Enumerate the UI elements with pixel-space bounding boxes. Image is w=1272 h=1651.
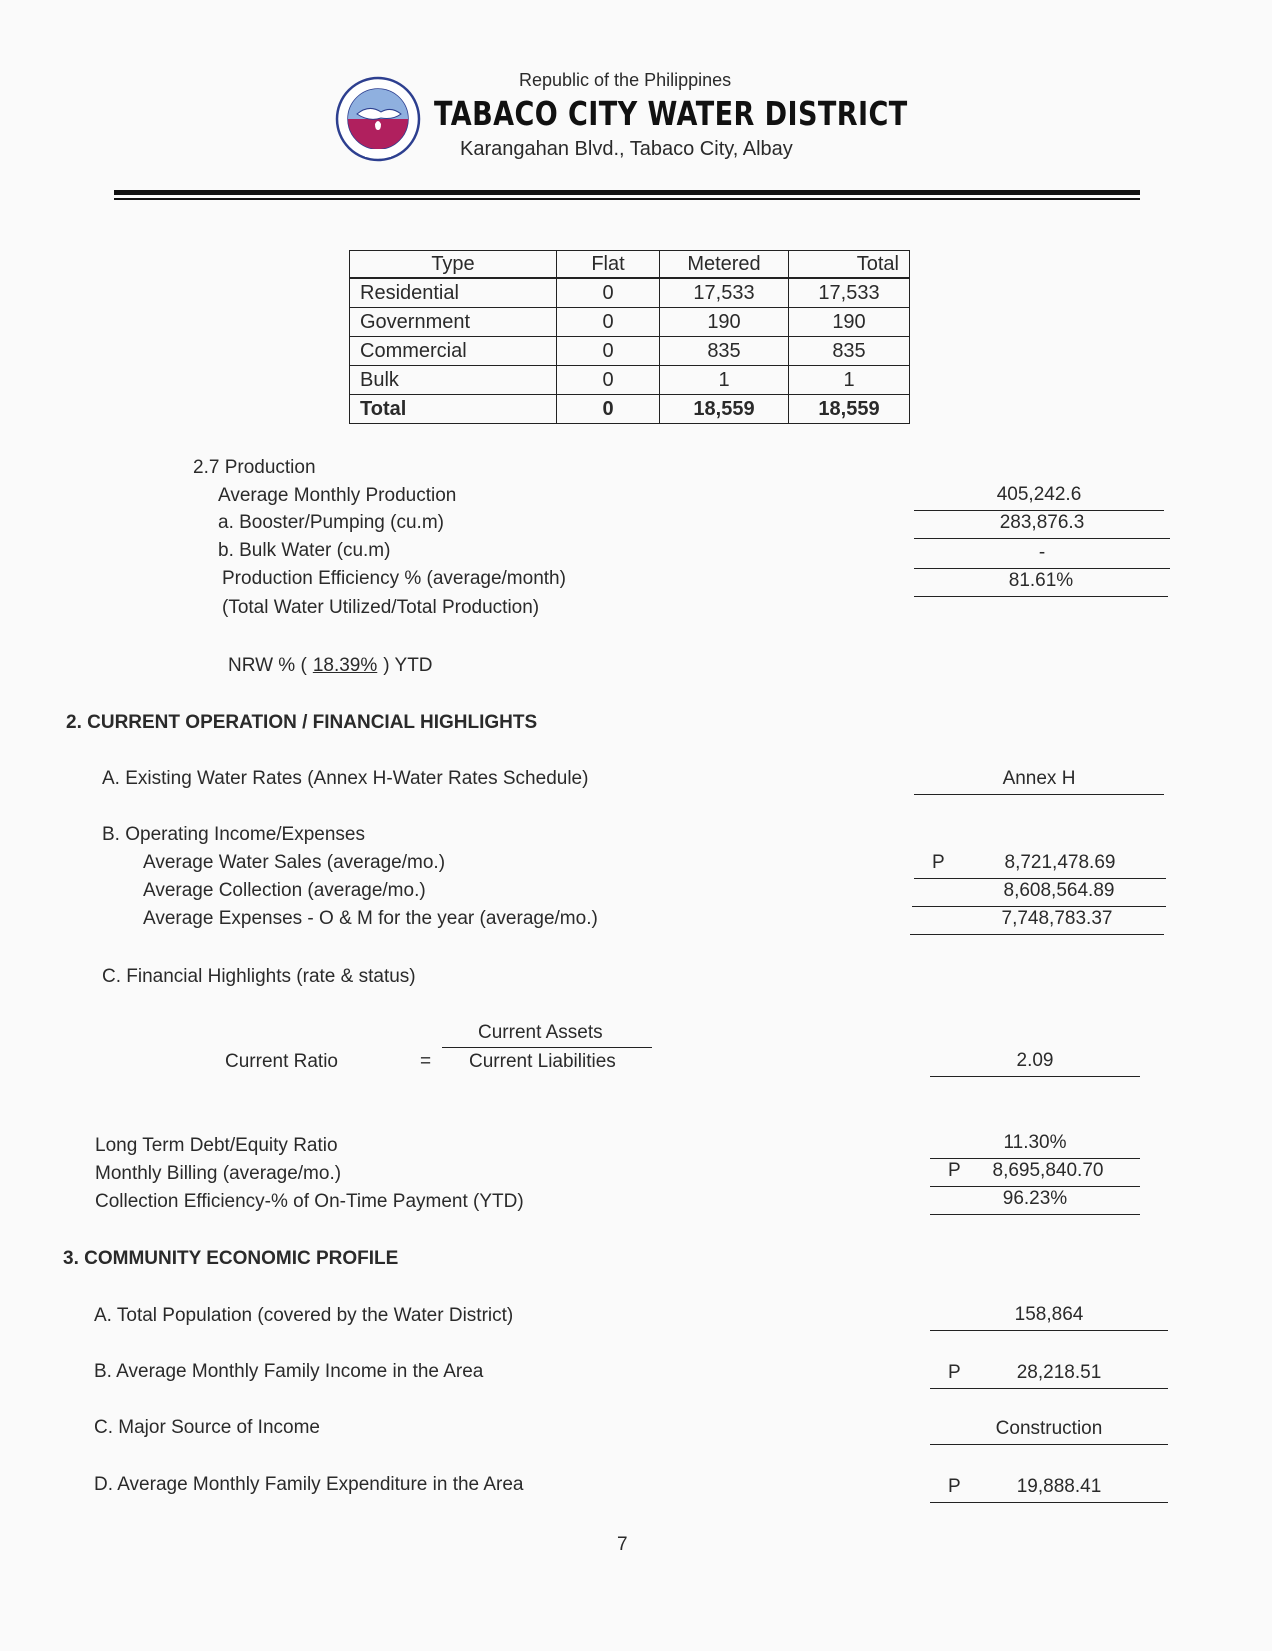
table-row: [350, 366, 910, 395]
family-income-amount: 28,218.51: [1016, 1362, 1102, 1383]
family-expenditure-value: [930, 1476, 1168, 1503]
table-cell: 17,533: [789, 278, 910, 308]
peso-sign: P: [948, 1476, 961, 1497]
ratio-numerator: Current Assets: [478, 1022, 603, 1043]
table-cell: 17,533: [660, 278, 789, 308]
table-cell: Total: [350, 395, 557, 424]
income-source-value: Construction: [930, 1418, 1168, 1445]
water-rates-value: Annex H: [914, 768, 1164, 795]
table-cell: 0: [557, 337, 660, 366]
ratio-denominator: Current Liabilities: [469, 1051, 616, 1072]
production-title: 2.7 Production: [193, 457, 316, 478]
table-cell: 18,559: [660, 395, 789, 424]
ltd-equity-label: Long Term Debt/Equity Ratio: [95, 1135, 338, 1156]
col-header-total: Total: [789, 251, 910, 279]
production-efficiency-note: (Total Water Utilized/Total Production): [222, 597, 540, 618]
table-cell: Bulk: [350, 366, 557, 395]
water-sales-label: Average Water Sales (average/mo.): [143, 852, 446, 873]
nrw-suffix: ) YTD: [383, 655, 433, 676]
table-cell: 1: [789, 366, 910, 395]
table-cell: 835: [789, 337, 910, 366]
collection-efficiency-label: Collection Efficiency-% of On-Time Payment (YTD): [95, 1191, 524, 1212]
water-sales-value: [914, 852, 1166, 879]
table-cell: Commercial: [350, 337, 557, 366]
expenses-value: [910, 908, 1164, 935]
population-label: A. Total Population (covered by the Water District): [94, 1305, 514, 1326]
production-efficiency-label: Production Efficiency % (average/month): [222, 568, 566, 589]
table-row: [350, 337, 910, 366]
district-name: TABACO CITY WATER DISTRICT: [434, 94, 908, 133]
booster-value: 283,876.3: [914, 512, 1170, 539]
family-income-label: B. Average Monthly Family Income in the Area: [94, 1361, 484, 1382]
current-ratio-label: Current Ratio: [225, 1051, 338, 1072]
table-row: [350, 308, 910, 337]
header-rule-thin: [114, 198, 1140, 200]
avg-production-label: Average Monthly Production: [218, 485, 457, 506]
nrw-prefix: NRW % (: [228, 655, 307, 676]
production-efficiency-value: 81.61%: [914, 570, 1168, 597]
operating-income-label: B. Operating Income/Expenses: [102, 824, 365, 845]
water-rates-label: A. Existing Water Rates (Annex H-Water Rates Schedule): [102, 768, 589, 789]
monthly-billing-label: Monthly Billing (average/mo.): [95, 1163, 342, 1184]
nrw-value: 18.39%: [312, 655, 378, 676]
booster-label: a. Booster/Pumping (cu.m): [218, 512, 444, 533]
peso-sign: P: [932, 852, 945, 873]
table-cell: 190: [660, 308, 789, 337]
col-header-flat: Flat: [557, 251, 660, 279]
table-cell: 1: [660, 366, 789, 395]
table-cell: Government: [350, 308, 557, 337]
table-cell: 18,559: [789, 395, 910, 424]
ltd-equity-value: 11.30%: [930, 1132, 1140, 1159]
header-rule-thick: [114, 190, 1140, 195]
table-cell: 0: [557, 395, 660, 424]
table-cell: 190: [789, 308, 910, 337]
service-connections-table: [349, 250, 910, 424]
republic-heading: Republic of the Philippines: [519, 70, 732, 90]
table-cell: Residential: [350, 278, 557, 308]
collection-value: [912, 880, 1166, 907]
monthly-billing-amount: 8,695,840.70: [992, 1160, 1104, 1181]
table-header-row: [350, 251, 910, 279]
peso-sign: P: [948, 1362, 961, 1383]
population-value: 158,864: [930, 1304, 1168, 1331]
current-ratio-value: 2.09: [930, 1050, 1140, 1077]
col-header-metered: Metered: [660, 251, 789, 279]
collection-label: Average Collection (average/mo.): [143, 880, 426, 901]
section-2-title: 2. CURRENT OPERATION / FINANCIAL HIGHLIGHTS: [66, 712, 538, 733]
table-cell: 835: [660, 337, 789, 366]
peso-sign: P: [948, 1160, 961, 1181]
expenses-amount: 7,748,783.37: [1001, 908, 1113, 929]
table-cell: 0: [557, 366, 660, 395]
expenses-label: Average Expenses - O & M for the year (average/mo.): [143, 908, 598, 929]
bulk-water-value: -: [914, 542, 1170, 569]
section-3-title: 3. COMMUNITY ECONOMIC PROFILE: [63, 1248, 399, 1269]
avg-production-value: 405,242.6: [914, 484, 1164, 511]
table-total-row: [350, 395, 910, 424]
family-income-value: [930, 1362, 1168, 1389]
district-address: Karangahan Blvd., Tabaco City, Albay: [460, 138, 793, 160]
water-district-seal: [335, 76, 421, 162]
financial-highlights-label: C. Financial Highlights (rate & status): [102, 966, 416, 987]
water-sales-amount: 8,721,478.69: [1004, 852, 1116, 873]
table-row: [350, 278, 910, 308]
equals-sign: =: [420, 1051, 432, 1072]
income-source-label: C. Major Source of Income: [94, 1417, 320, 1438]
bulk-water-label: b. Bulk Water (cu.m): [218, 540, 391, 561]
table-cell: 0: [557, 278, 660, 308]
monthly-billing-value: [930, 1160, 1140, 1187]
family-expenditure-amount: 19,888.41: [1016, 1476, 1102, 1497]
nrw-line: [228, 655, 433, 677]
family-expenditure-label: D. Average Monthly Family Expenditure in the Area: [94, 1474, 524, 1495]
fraction-bar: [442, 1047, 652, 1048]
table-cell: 0: [557, 308, 660, 337]
col-header-type: Type: [350, 251, 557, 279]
collection-amount: 8,608,564.89: [1003, 880, 1115, 901]
collection-efficiency-value: 96.23%: [930, 1188, 1140, 1215]
page-number: 7: [617, 1534, 628, 1555]
